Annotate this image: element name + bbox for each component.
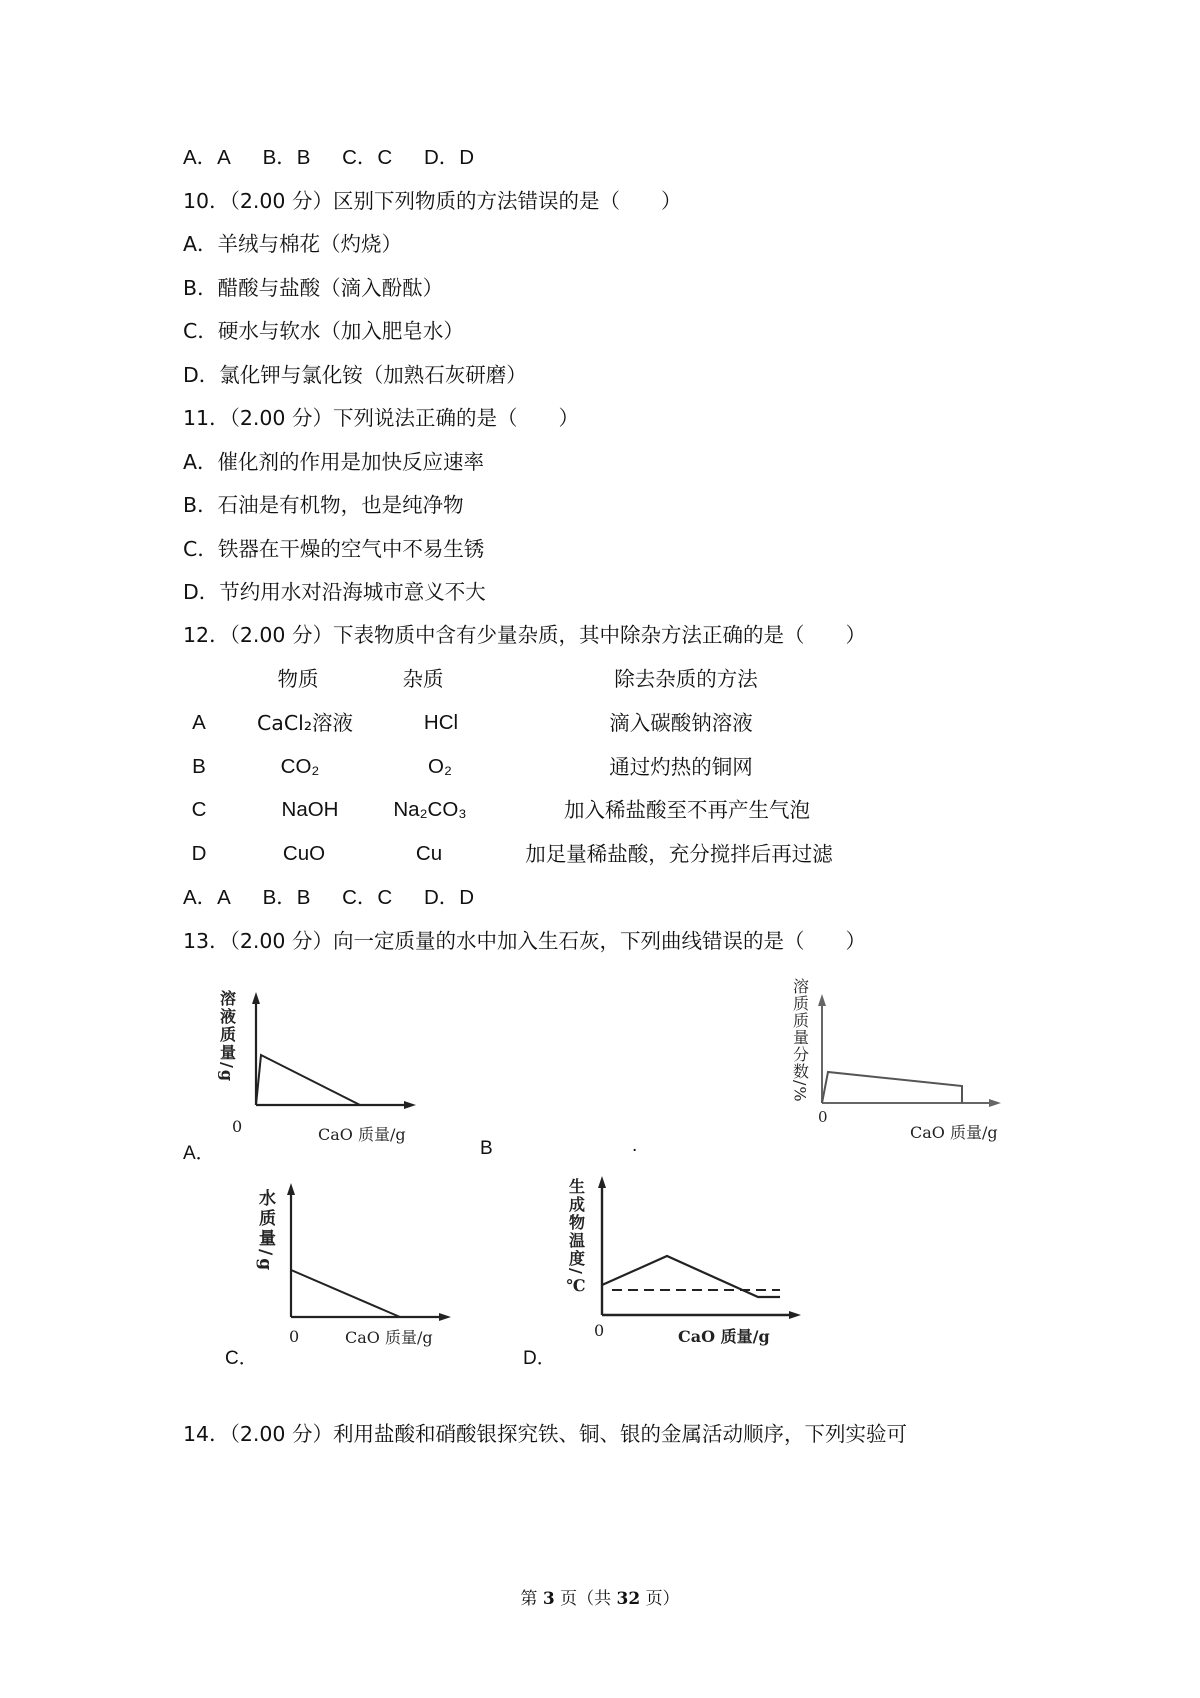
page-number: 3 [542, 1589, 555, 1609]
footer-suffix: 页） [645, 1589, 680, 1609]
row-substance: CaCl₂溶液 [256, 711, 354, 735]
row-label: B [192, 755, 206, 778]
q12-stem: 12．（2.00 分）下表物质中含有少量杂质，其中除杂方法正确的是（ ） [183, 623, 866, 647]
q13-stem: 13．（2.00 分）向一定质量的水中加入生石灰，下列曲线错误的是（ ） [183, 929, 866, 953]
option-c[interactable]: C．C [342, 886, 393, 909]
row-impurity: Cu [415, 842, 443, 865]
graph-c [255, 1165, 485, 1365]
q12-options [183, 884, 474, 912]
row-impurity: O₂ [428, 755, 452, 778]
graph-d-x-arrow [789, 1311, 801, 1319]
header-method: 除去杂质的方法 [614, 667, 758, 691]
graph-a-x-arrow [404, 1101, 416, 1109]
graph-c-x-arrow [439, 1313, 451, 1321]
option-d[interactable]: D．D [423, 886, 475, 909]
q10-option-a[interactable]: A．羊绒与棉花（灼烧） [183, 232, 403, 256]
row-substance: CO₂ [280, 755, 320, 778]
page-footer [0, 1584, 1200, 1609]
q11-option-d[interactable]: D．节约用水对沿海城市意义不大 [183, 580, 486, 604]
row-method: 加足量稀盐酸，充分搅拌后再过滤 [525, 842, 833, 866]
graph-b [790, 962, 1030, 1147]
graph-a-curve [256, 1055, 360, 1105]
graph-d-origin: 0 [594, 1321, 605, 1340]
graph-c-curve [291, 1270, 400, 1317]
header-substance: 物质 [277, 667, 319, 691]
q11-option-b[interactable]: B．石油是有机物，也是纯净物 [183, 493, 464, 517]
footer-prefix: 第 [520, 1589, 538, 1609]
option-a[interactable]: A．A [183, 886, 231, 909]
graph-d [566, 1160, 820, 1360]
option-b[interactable]: B．B [262, 886, 311, 909]
option-d[interactable]: D．D [423, 146, 475, 169]
q11-option-c[interactable]: C．铁器在干燥的空气中不易生锈 [183, 537, 485, 561]
row-label: D [191, 842, 207, 865]
graph-c-origin: 0 [289, 1327, 300, 1346]
graph-a-origin: 0 [232, 1117, 243, 1136]
graph-d-xlabel: CaO 质量/g [678, 1327, 770, 1346]
row-label: C [191, 798, 207, 821]
q11-stem: 11．（2.00 分）下列说法正确的是（ ） [183, 406, 579, 430]
q11-option-a[interactable]: A．催化剂的作用是加快反应速率 [183, 450, 485, 474]
row-method: 通过灼热的铜网 [609, 755, 753, 779]
graph-d-y-arrow [598, 1176, 606, 1188]
row-method: 滴入碳酸钠溶液 [609, 711, 753, 735]
graph-d-option-label[interactable]: D． [523, 1348, 556, 1369]
graph-b-ylabel: 溶质质量分数/% [790, 978, 810, 1103]
graph-c-xlabel: CaO 质量/g [345, 1328, 433, 1347]
graph-c-y-arrow [287, 1183, 295, 1195]
prev-options [183, 144, 474, 172]
graph-a-xlabel: CaO 质量/g [318, 1125, 406, 1144]
graph-a [217, 970, 460, 1155]
q14-stem: 14．（2.00 分）利用盐酸和硝酸银探究铁、铜、银的金属活动顺序，下列实验可 [183, 1422, 907, 1446]
row-substance: NaOH [281, 798, 339, 821]
graph-a-ylabel: 溶液质量/g [217, 990, 237, 1084]
graph-b-curve [822, 1072, 962, 1103]
row-method: 加入稀盐酸至不再产生气泡 [564, 798, 810, 822]
q10-option-c[interactable]: C．硬水与软水（加入肥皂水） [183, 319, 464, 343]
graph-a-option-label[interactable]: A． [183, 1143, 215, 1164]
row-impurity: HCl [423, 711, 459, 734]
graph-b-origin: 0 [818, 1108, 828, 1126]
footer-middle: 页（共 [560, 1589, 612, 1609]
total-pages: 32 [616, 1589, 641, 1609]
graph-c-ylabel: 水质量/g [255, 1189, 275, 1274]
q10-option-d[interactable]: D．氯化钾与氯化铵（加熟石灰研磨） [183, 363, 527, 387]
q10-stem: 10．（2.00 分）区别下列物质的方法错误的是（ ） [183, 189, 682, 213]
row-impurity: Na₂CO₃ [393, 798, 467, 821]
option-c[interactable]: C．C [342, 146, 393, 169]
graph-a-y-arrow [252, 992, 260, 1004]
option-a[interactable]: A．A [183, 146, 231, 169]
graph-b-x-arrow [989, 1099, 1001, 1107]
header-impurity: 杂质 [402, 667, 444, 691]
q10-option-b[interactable]: B．醋酸与盐酸（滴入酚酞） [183, 276, 444, 300]
graph-b-y-arrow [818, 994, 826, 1006]
row-substance: CuO [282, 842, 326, 865]
row-label: A [192, 711, 206, 734]
graph-b-trailing: . [632, 1135, 638, 1156]
graph-d-ylabel: 生成物温度/℃ [566, 1178, 586, 1297]
graph-c-option-label[interactable]: C． [225, 1348, 258, 1369]
graph-b-xlabel: CaO 质量/g [910, 1123, 998, 1142]
graph-b-option-label[interactable]: B [480, 1138, 493, 1159]
option-b[interactable]: B．B [262, 146, 311, 169]
